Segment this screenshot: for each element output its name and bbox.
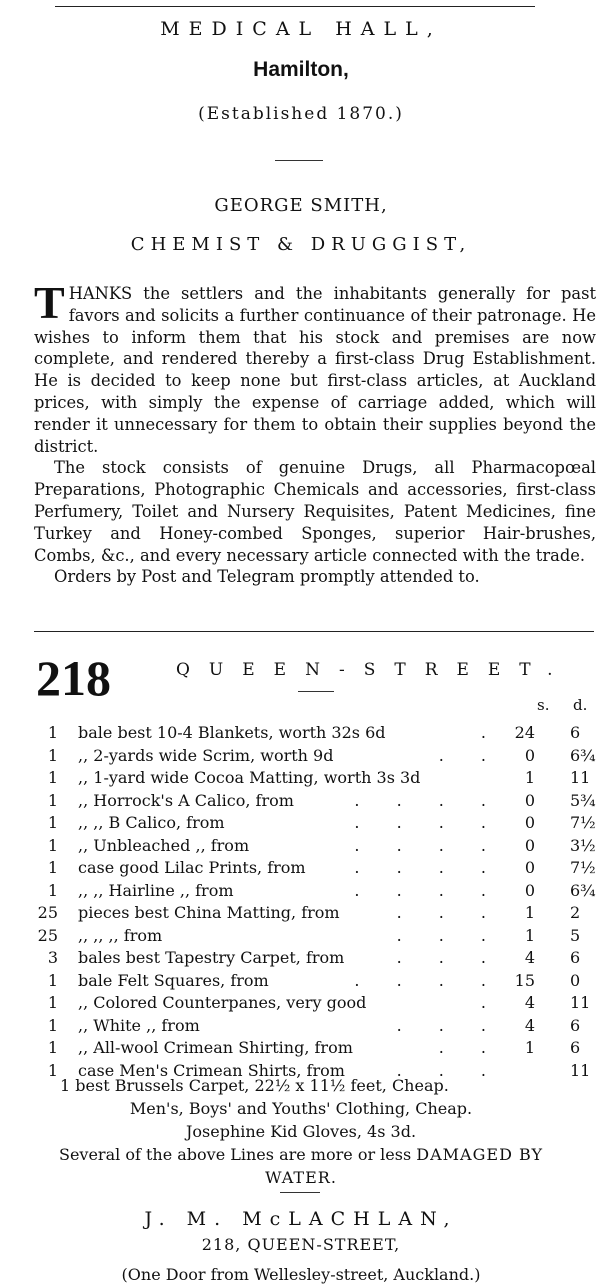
item-leader-dots: . . . xyxy=(396,903,502,922)
item-shillings: 0 xyxy=(524,813,535,832)
item-pence: 6 xyxy=(570,1015,581,1035)
ad2-note-b: DAMAGED BY xyxy=(416,1145,544,1164)
item-pence: 6 xyxy=(570,948,581,967)
item-shillings: 0 xyxy=(524,835,535,855)
ad2-carpet: 1 best Brussels Carpet, 22½ x 11½ feet, Cheap. xyxy=(60,1076,449,1095)
price-row xyxy=(0,1037,602,1059)
item-quantity: 1 xyxy=(47,1015,58,1035)
item-shillings: 1 xyxy=(524,768,535,787)
item-description: ,, Unbleached ,, from xyxy=(78,835,250,855)
ad2-gloves: Josephine Kid Gloves, 4s 3d. xyxy=(185,1122,417,1141)
price-row xyxy=(0,925,602,947)
item-quantity: 1 xyxy=(47,745,58,765)
item-pence: 5 xyxy=(570,925,581,945)
top-rule xyxy=(55,6,535,7)
item-description: ,, ,, ,, from xyxy=(78,925,163,945)
item-pence: 6 xyxy=(570,723,581,742)
item-quantity: 1 xyxy=(47,970,58,990)
item-leader-dots: . xyxy=(480,723,502,742)
price-row xyxy=(0,835,602,857)
price-row xyxy=(0,857,602,879)
ad1-trade: CHEMIST & DRUGGIST, xyxy=(130,234,472,255)
ad1-para2: The stock consists of genuine Drugs, all Pharmacopœal Preparations, Photographic Chemicals and accessories, first-class Perfumery, Toilet and Nursery Requisites, Patent Medicines, fine Turkey and Honey-combed Sponges, superior Hair-brushes, Combs, &c., and every necessary article connected with the trade. xyxy=(34,458,596,565)
ad2-note-a: Several of the above Lines are more or less xyxy=(58,1145,412,1164)
price-row xyxy=(0,992,602,1014)
ad2-clothing: Men's, Boys' and Youths' Clothing, Cheap. xyxy=(129,1099,473,1118)
ad2-note-c: WATER. xyxy=(265,1168,337,1187)
item-quantity: 1 xyxy=(47,858,58,877)
item-shillings: 0 xyxy=(524,880,535,900)
item-pence: 11 xyxy=(570,993,591,1012)
item-leader-dots: . . xyxy=(438,1038,502,1057)
item-pence: 6 xyxy=(570,1038,581,1057)
ad1-short-rule xyxy=(275,160,323,161)
item-leader-dots: . . . . xyxy=(354,858,502,877)
item-description: case Men's Crimean Shirts, from xyxy=(78,1060,345,1080)
item-pence: 5¾ xyxy=(570,790,596,810)
item-pence: 3½ xyxy=(570,835,596,855)
ad1-place: Hamilton, xyxy=(253,58,349,81)
ad1-body xyxy=(34,277,596,588)
item-quantity: 1 xyxy=(47,790,58,810)
price-row xyxy=(0,880,602,902)
item-leader-dots: . . . . xyxy=(354,970,502,990)
price-row xyxy=(0,722,602,744)
item-shillings: 4 xyxy=(524,993,535,1012)
item-description: ,, 1-yard wide Cocoa Matting, worth 3s 3d xyxy=(78,768,421,787)
ad1-para1: HANKS the settlers and the inhabitants generally for past favors and solicits a further continuance of their patronage. He wishes to inform them that his stock and premises are now complete, and rendered thereby a first-class Drug Establishment. He is decided to keep none but first-class articles, at Auckland prices, with simply the expense of carriage added, which will render it unnecessary for them to obtain their supplies beyond the district. xyxy=(34,284,596,456)
item-shillings: 0 xyxy=(524,745,535,765)
ad1-title: MEDICAL HALL, xyxy=(160,18,442,40)
item-leader-dots: . . . xyxy=(396,925,502,945)
item-leader-dots: . . . xyxy=(396,1060,502,1080)
item-shillings: 1 xyxy=(524,1038,535,1057)
ad2-location: (One Door from Wellesley-street, Auckland.) xyxy=(121,1265,481,1284)
item-shillings: 0 xyxy=(524,858,535,877)
item-shillings: 1 xyxy=(524,903,535,922)
item-leader-dots: . . . . xyxy=(354,835,502,855)
col-shillings-header: s. xyxy=(537,696,550,714)
price-row xyxy=(0,745,602,767)
item-quantity: 1 xyxy=(47,723,58,742)
item-description: ,, White ,, from xyxy=(78,1015,200,1035)
item-quantity: 1 xyxy=(47,813,58,832)
item-shillings: 4 xyxy=(524,1015,535,1035)
item-pence: 6¾ xyxy=(570,745,596,765)
item-leader-dots: . . xyxy=(438,745,502,765)
price-row xyxy=(0,947,602,969)
item-pence: 0 xyxy=(570,970,581,990)
price-row xyxy=(0,790,602,812)
price-row xyxy=(0,767,602,789)
ad2-merchant: J. M. McLACHLAN, xyxy=(144,1208,458,1230)
item-quantity: 1 xyxy=(47,993,58,1012)
item-pence: 11 xyxy=(570,1060,591,1080)
item-quantity: 25 xyxy=(37,903,58,922)
item-shillings: 1 xyxy=(524,925,535,945)
ad2-address: 218, QUEEN-STREET, xyxy=(201,1235,401,1254)
ad2-short-rule-2 xyxy=(280,1192,320,1193)
item-leader-dots: . . . . xyxy=(354,813,502,832)
col-pence-header: d. xyxy=(573,696,588,714)
ad2-note xyxy=(0,1145,602,1164)
price-row xyxy=(0,1015,602,1037)
item-quantity: 1 xyxy=(47,880,58,900)
item-leader-dots: . xyxy=(480,993,502,1012)
ad2-street: QUEEN-STREET. xyxy=(176,660,572,680)
item-quantity: 25 xyxy=(37,925,58,945)
item-description: ,, Horrock's A Calico, from xyxy=(78,790,294,810)
item-shillings: 24 xyxy=(514,723,535,742)
item-shillings: 4 xyxy=(524,948,535,967)
item-quantity: 1 xyxy=(47,768,58,787)
item-description: ,, Colored Counterpanes, very good xyxy=(78,993,367,1012)
price-row xyxy=(0,812,602,834)
item-description: pieces best China Matting, from xyxy=(78,903,340,922)
ad2-short-rule xyxy=(298,691,334,692)
ad1-established: (Established 1870.) xyxy=(198,104,404,124)
item-shillings: 0 xyxy=(524,790,535,810)
item-quantity: 3 xyxy=(47,948,58,967)
ad1-proprietor: GEORGE SMITH, xyxy=(214,195,388,216)
item-pence: 6¾ xyxy=(570,880,596,900)
item-pence: 7½ xyxy=(570,858,596,877)
item-quantity: 1 xyxy=(47,1060,58,1080)
item-pence: 2 xyxy=(570,903,581,922)
item-leader-dots: . . . . xyxy=(354,880,502,900)
item-leader-dots: . . . . xyxy=(354,790,502,810)
item-description: bale Felt Squares, from xyxy=(78,970,269,990)
item-description: case good Lilac Prints, from xyxy=(78,858,306,877)
item-description: bales best Tapestry Carpet, from xyxy=(78,948,345,967)
ad1-para3: Orders by Post and Telegram promptly attended to. xyxy=(54,567,480,587)
item-leader-dots: . . . xyxy=(396,948,502,967)
item-quantity: 1 xyxy=(47,1038,58,1057)
item-leader-dots: . . . xyxy=(396,1015,502,1035)
item-pence: 7½ xyxy=(570,813,596,832)
item-pence: 11 xyxy=(570,768,591,787)
item-description: ,, ,, B Calico, from xyxy=(78,813,225,832)
item-description: ,, All-wool Crimean Shirting, from xyxy=(78,1038,353,1057)
item-description: bale best 10-4 Blankets, worth 32s 6d xyxy=(78,723,386,742)
price-row xyxy=(0,970,602,992)
ad2-number: 218 xyxy=(36,650,111,706)
item-quantity: 1 xyxy=(47,835,58,855)
item-shillings: 15 xyxy=(514,970,535,990)
item-description: ,, 2-yards wide Scrim, worth 9d xyxy=(78,745,334,765)
ad-divider xyxy=(34,631,594,632)
price-row xyxy=(0,902,602,924)
item-description: ,, ,, Hairline ,, from xyxy=(78,880,234,900)
ad1-dropcap: T xyxy=(34,277,65,328)
